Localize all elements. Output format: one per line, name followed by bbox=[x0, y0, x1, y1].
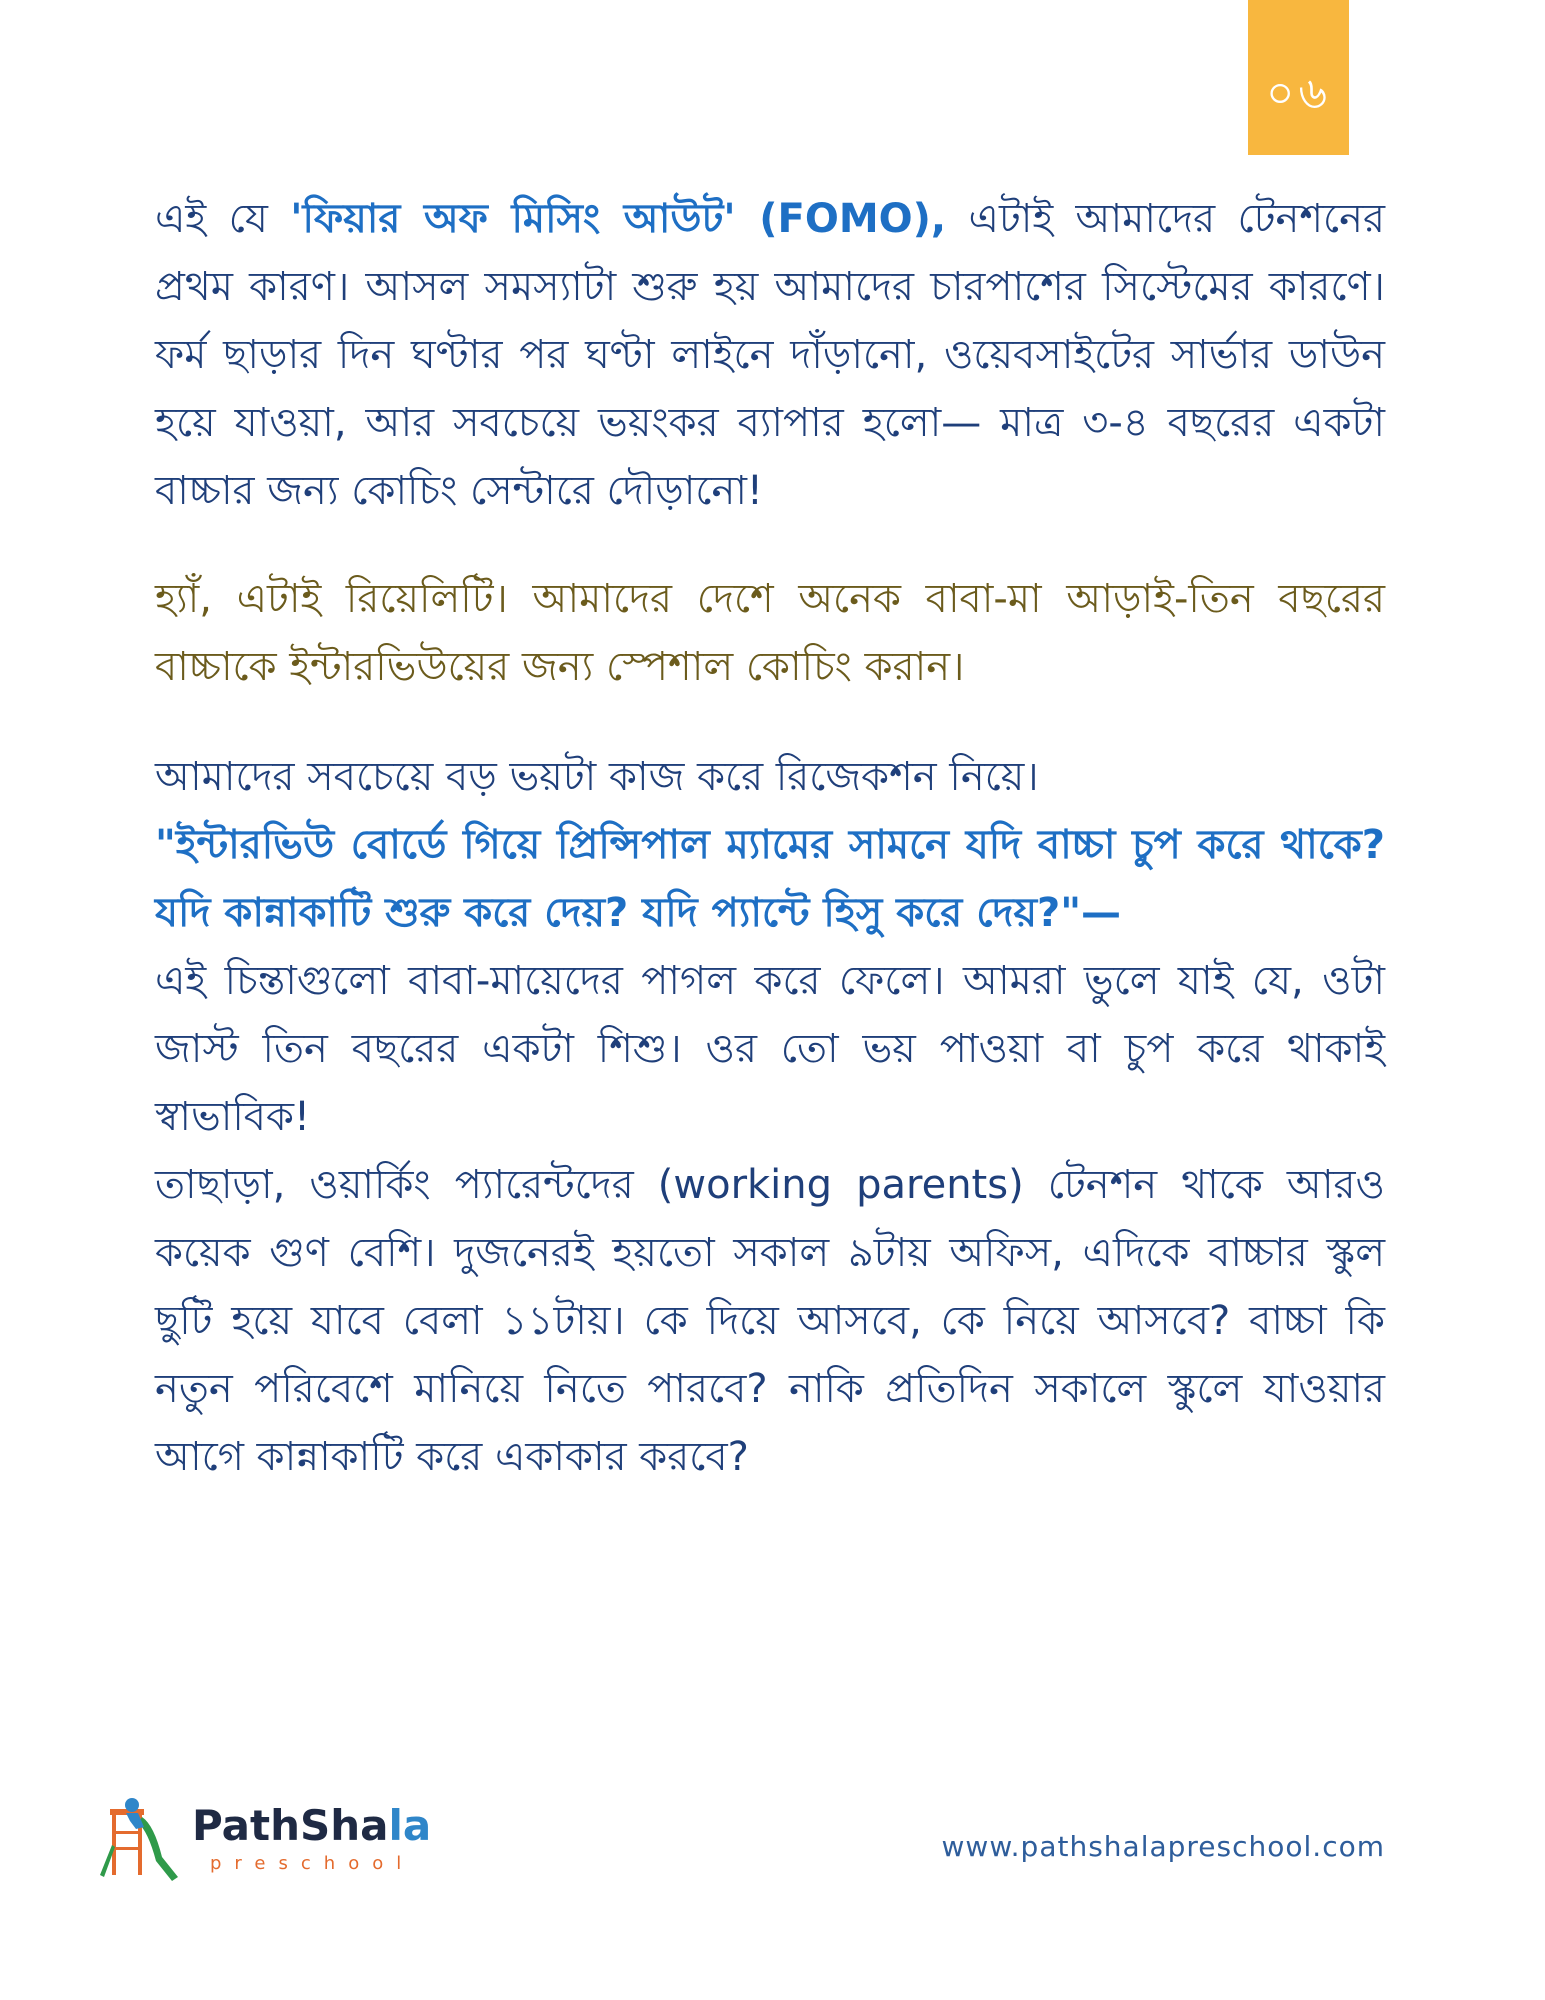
logo-wordmark bbox=[192, 1801, 431, 1850]
paragraph-working-parents: তাছাড়া, ওয়ার্কিং প্যারেন্টদের (working parents) টেনশন থাকে আরও কয়েক গুণ বেশি। দুজনেরই হয়তো সকাল ৯টায় অফিস, এদিকে বাচ্চার স্কুল ছুটি হয়ে যাবে বেলা ১১টায়। কে দিয়ে আসবে, কে নিয়ে আসবে? বাচ্চা কি নতুন পরিবেশে মানিয়ে নিতে পারবে? নাকি প্রতিদিন সকালে স্কুলে যাওয়ার আগে কান্নাকাটি করে একাকার করবে? bbox=[155, 1162, 1385, 1480]
paragraph-rejection-after: এই চিন্তাগুলো বাবা-মায়েদের পাগল করে ফেলে। আমরা ভুলে যাই যে, ওটা জাস্ট তিন বছরের একটা শিশু। ওর তো ভয় পাওয়া বা চুপ করে থাকাই স্বাভাবিক! bbox=[155, 958, 1385, 1140]
main-content bbox=[155, 185, 1385, 1491]
paragraph-fomo bbox=[155, 185, 1385, 525]
paragraph-fomo-pre: এই যে bbox=[155, 196, 291, 242]
page-number: ০৬ bbox=[1265, 68, 1332, 119]
rejection-quote: "ইন্টারভিউ বোর্ডে গিয়ে প্রিন্সিপাল ম্যামের সামনে যদি বাচ্চা চুপ করে থাকে? যদি কান্নাকাটি শুরু করে দেয়? যদি প্যান্টে হিসু করে দেয়?"— bbox=[155, 822, 1385, 936]
logo-subtitle: preschool bbox=[210, 1853, 415, 1874]
page-number-tab bbox=[1248, 0, 1349, 155]
pathshala-logo bbox=[92, 1795, 472, 1885]
website-url: www.pathshalapreschool.com bbox=[941, 1830, 1385, 1863]
fomo-highlight: 'ফিয়ার অফ মিসিং আউট' (FOMO), bbox=[290, 196, 947, 242]
logo-wordmark-main: PathSha bbox=[192, 1801, 389, 1850]
paragraph-fomo-body: এটাই আমাদের টেনশনের প্রথম কারণ। আসল সমস্যাটা শুরু হয় আমাদের চারপাশের সিস্টেমের কারণে। ফর্ম ছাড়ার দিন ঘণ্টার পর ঘণ্টা লাইনে দাঁড়ানো, ওয়েবসাইটের সার্ভার ডাউন হয়ে যাওয়া, আর সবচেয়ে ভয়ংকর ব্যাপার হলো— মাত্র ৩-৪ বছরের একটা বাচ্চার জন্য কোচিং সেন্টারে দৌড়ানো! bbox=[155, 196, 1385, 514]
paragraph-reality: হ্যাঁ, এটাই রিয়েলিটি। আমাদের দেশে অনেক বাবা-মা আড়াই-তিন বছরের বাচ্চাকে ইন্টারভিউয়ের জন্য স্পেশাল কোচিং করান। bbox=[155, 576, 1385, 690]
logo-wordmark-accent: la bbox=[388, 1801, 432, 1850]
slide-playground-icon bbox=[92, 1795, 192, 1885]
paragraph-rejection-intro: আমাদের সবচেয়ে বড় ভয়টা কাজ করে রিজেকশন নিয়ে। bbox=[155, 754, 1039, 800]
